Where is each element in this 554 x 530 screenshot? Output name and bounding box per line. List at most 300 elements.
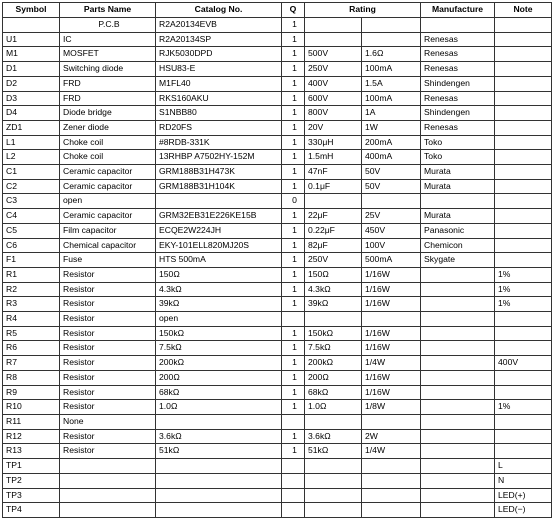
cell-manufacture bbox=[421, 370, 495, 385]
cell-rating-2: 25V bbox=[362, 209, 421, 224]
cell-symbol: R11 bbox=[3, 414, 60, 429]
cell-parts-name: open bbox=[60, 194, 156, 209]
cell-catalog-no: ECQE2W224JH bbox=[156, 223, 282, 238]
cell-note bbox=[495, 135, 552, 150]
cell-symbol: R6 bbox=[3, 341, 60, 356]
cell-quantity: 1 bbox=[282, 18, 305, 33]
table-row bbox=[3, 91, 552, 106]
cell-rating-2: 500mA bbox=[362, 253, 421, 268]
cell-parts-name: Film capacitor bbox=[60, 223, 156, 238]
cell-parts-name: FRD bbox=[60, 76, 156, 91]
cell-catalog-no: EKY-101ELL820MJ20S bbox=[156, 238, 282, 253]
cell-note: 400V bbox=[495, 356, 552, 371]
cell-symbol: M1 bbox=[3, 47, 60, 62]
bom-table-container bbox=[2, 2, 551, 518]
cell-rating-2: 1/16W bbox=[362, 267, 421, 282]
cell-quantity: 1 bbox=[282, 429, 305, 444]
cell-rating-1 bbox=[305, 194, 362, 209]
cell-rating-2: 1/16W bbox=[362, 385, 421, 400]
cell-manufacture bbox=[421, 18, 495, 33]
cell-quantity: 1 bbox=[282, 179, 305, 194]
cell-symbol: D2 bbox=[3, 76, 60, 91]
cell-rating-2: 1/16W bbox=[362, 341, 421, 356]
cell-note bbox=[495, 444, 552, 459]
cell-manufacture bbox=[421, 297, 495, 312]
cell-quantity: 1 bbox=[282, 356, 305, 371]
bom-table bbox=[2, 2, 552, 518]
cell-rating-1: 500V bbox=[305, 47, 362, 62]
cell-rating-1: 3.6kΩ bbox=[305, 429, 362, 444]
cell-note: 1% bbox=[495, 297, 552, 312]
cell-note bbox=[495, 120, 552, 135]
cell-rating-1: 4.3kΩ bbox=[305, 282, 362, 297]
cell-rating-1 bbox=[305, 473, 362, 488]
cell-parts-name: Fuse bbox=[60, 253, 156, 268]
cell-quantity: 1 bbox=[282, 370, 305, 385]
cell-quantity: 1 bbox=[282, 135, 305, 150]
cell-rating-2: 1/16W bbox=[362, 297, 421, 312]
cell-note: LED(+) bbox=[495, 488, 552, 503]
cell-catalog-no: GRM188B31H104K bbox=[156, 179, 282, 194]
table-row bbox=[3, 356, 552, 371]
cell-parts-name: Resistor bbox=[60, 326, 156, 341]
cell-catalog-no: 39kΩ bbox=[156, 297, 282, 312]
cell-symbol: C2 bbox=[3, 179, 60, 194]
cell-rating-1: 150kΩ bbox=[305, 326, 362, 341]
cell-parts-name bbox=[60, 488, 156, 503]
cell-symbol: C3 bbox=[3, 194, 60, 209]
table-row bbox=[3, 62, 552, 77]
cell-parts-name: Resistor bbox=[60, 370, 156, 385]
cell-catalog-no: RJK5030DPD bbox=[156, 47, 282, 62]
cell-manufacture: Shindengen bbox=[421, 106, 495, 121]
cell-rating-2: 2W bbox=[362, 429, 421, 444]
cell-quantity: 1 bbox=[282, 209, 305, 224]
cell-manufacture bbox=[421, 282, 495, 297]
cell-rating-1: 51kΩ bbox=[305, 444, 362, 459]
cell-rating-1 bbox=[305, 414, 362, 429]
cell-manufacture bbox=[421, 312, 495, 327]
cell-rating-1: 200kΩ bbox=[305, 356, 362, 371]
cell-symbol: L2 bbox=[3, 150, 60, 165]
header-q: Q bbox=[282, 3, 305, 18]
table-row bbox=[3, 223, 552, 238]
header-note: Note bbox=[495, 3, 552, 18]
cell-symbol: ZD1 bbox=[3, 120, 60, 135]
cell-rating-1: 82μF bbox=[305, 238, 362, 253]
cell-quantity: 1 bbox=[282, 47, 305, 62]
cell-rating-2 bbox=[362, 32, 421, 47]
cell-symbol: L1 bbox=[3, 135, 60, 150]
bom-table-body bbox=[3, 18, 552, 518]
cell-rating-2 bbox=[362, 459, 421, 474]
cell-rating-1 bbox=[305, 312, 362, 327]
cell-manufacture: Shindengen bbox=[421, 76, 495, 91]
cell-rating-1 bbox=[305, 488, 362, 503]
table-row bbox=[3, 459, 552, 474]
cell-manufacture: Renesas bbox=[421, 47, 495, 62]
cell-rating-1: 0.22μF bbox=[305, 223, 362, 238]
table-row bbox=[3, 312, 552, 327]
cell-rating-2 bbox=[362, 194, 421, 209]
table-row bbox=[3, 503, 552, 518]
cell-rating-2 bbox=[362, 488, 421, 503]
cell-catalog-no bbox=[156, 414, 282, 429]
cell-catalog-no: GRM32EB31E226KE15B bbox=[156, 209, 282, 224]
table-row bbox=[3, 106, 552, 121]
cell-symbol: R8 bbox=[3, 370, 60, 385]
cell-note: N bbox=[495, 473, 552, 488]
cell-parts-name bbox=[60, 473, 156, 488]
cell-parts-name: Switching diode bbox=[60, 62, 156, 77]
cell-note bbox=[495, 429, 552, 444]
cell-symbol: R4 bbox=[3, 312, 60, 327]
cell-rating-1: 150Ω bbox=[305, 267, 362, 282]
cell-catalog-no bbox=[156, 194, 282, 209]
table-row bbox=[3, 135, 552, 150]
cell-catalog-no: R2A20134SP bbox=[156, 32, 282, 47]
cell-note bbox=[495, 76, 552, 91]
cell-rating-1: 47nF bbox=[305, 165, 362, 180]
cell-catalog-no: 200kΩ bbox=[156, 356, 282, 371]
cell-parts-name: IC bbox=[60, 32, 156, 47]
table-row bbox=[3, 400, 552, 415]
table-row bbox=[3, 341, 552, 356]
table-row bbox=[3, 179, 552, 194]
cell-symbol: F1 bbox=[3, 253, 60, 268]
cell-quantity: 0 bbox=[282, 194, 305, 209]
cell-catalog-no: S1NBB80 bbox=[156, 106, 282, 121]
cell-symbol: D1 bbox=[3, 62, 60, 77]
table-row bbox=[3, 194, 552, 209]
cell-rating-2: 100mA bbox=[362, 91, 421, 106]
cell-note bbox=[495, 370, 552, 385]
table-row bbox=[3, 414, 552, 429]
cell-rating-1: 7.5kΩ bbox=[305, 341, 362, 356]
cell-rating-2: 1/8W bbox=[362, 400, 421, 415]
cell-manufacture bbox=[421, 194, 495, 209]
cell-catalog-no bbox=[156, 473, 282, 488]
cell-manufacture bbox=[421, 326, 495, 341]
cell-parts-name: Chemical capacitor bbox=[60, 238, 156, 253]
cell-rating-1: 330μH bbox=[305, 135, 362, 150]
cell-catalog-no: HSU83-E bbox=[156, 62, 282, 77]
table-row bbox=[3, 238, 552, 253]
cell-parts-name: Resistor bbox=[60, 282, 156, 297]
cell-quantity: 1 bbox=[282, 267, 305, 282]
cell-catalog-no bbox=[156, 488, 282, 503]
cell-manufacture bbox=[421, 400, 495, 415]
cell-quantity: 1 bbox=[282, 76, 305, 91]
table-row bbox=[3, 473, 552, 488]
cell-catalog-no: RD20FS bbox=[156, 120, 282, 135]
cell-manufacture bbox=[421, 503, 495, 518]
cell-parts-name: Resistor bbox=[60, 429, 156, 444]
cell-note bbox=[495, 414, 552, 429]
cell-catalog-no: 200Ω bbox=[156, 370, 282, 385]
cell-rating-1 bbox=[305, 459, 362, 474]
cell-catalog-no: 68kΩ bbox=[156, 385, 282, 400]
cell-note bbox=[495, 47, 552, 62]
cell-note bbox=[495, 238, 552, 253]
cell-note: LED(−) bbox=[495, 503, 552, 518]
cell-rating-2: 1A bbox=[362, 106, 421, 121]
table-row bbox=[3, 429, 552, 444]
cell-rating-2 bbox=[362, 414, 421, 429]
cell-manufacture: Murata bbox=[421, 209, 495, 224]
cell-parts-name: None bbox=[60, 414, 156, 429]
cell-catalog-no: 3.6kΩ bbox=[156, 429, 282, 444]
cell-symbol: TP3 bbox=[3, 488, 60, 503]
table-row bbox=[3, 150, 552, 165]
cell-note bbox=[495, 326, 552, 341]
cell-parts-name: Choke coil bbox=[60, 135, 156, 150]
table-row bbox=[3, 385, 552, 400]
cell-manufacture bbox=[421, 429, 495, 444]
cell-note bbox=[495, 62, 552, 77]
cell-rating-2 bbox=[362, 473, 421, 488]
cell-rating-2: 400mA bbox=[362, 150, 421, 165]
cell-symbol: C6 bbox=[3, 238, 60, 253]
cell-note bbox=[495, 253, 552, 268]
cell-manufacture bbox=[421, 459, 495, 474]
cell-rating-2: 50V bbox=[362, 165, 421, 180]
cell-manufacture: Toko bbox=[421, 135, 495, 150]
cell-symbol: R9 bbox=[3, 385, 60, 400]
cell-rating-1: 250V bbox=[305, 253, 362, 268]
cell-quantity: 1 bbox=[282, 297, 305, 312]
table-row bbox=[3, 282, 552, 297]
cell-manufacture: Chemicon bbox=[421, 238, 495, 253]
cell-parts-name: Resistor bbox=[60, 312, 156, 327]
cell-note bbox=[495, 91, 552, 106]
cell-note bbox=[495, 150, 552, 165]
cell-quantity: 1 bbox=[282, 165, 305, 180]
cell-parts-name: Resistor bbox=[60, 341, 156, 356]
cell-rating-2: 1.6Ω bbox=[362, 47, 421, 62]
table-row bbox=[3, 76, 552, 91]
cell-rating-2: 1W bbox=[362, 120, 421, 135]
cell-manufacture: Renesas bbox=[421, 62, 495, 77]
cell-note bbox=[495, 341, 552, 356]
cell-manufacture: Renesas bbox=[421, 120, 495, 135]
cell-parts-name: Resistor bbox=[60, 297, 156, 312]
cell-parts-name: Resistor bbox=[60, 385, 156, 400]
cell-manufacture bbox=[421, 385, 495, 400]
cell-parts-name: Choke coil bbox=[60, 150, 156, 165]
cell-rating-1: 1.5mH bbox=[305, 150, 362, 165]
cell-note bbox=[495, 165, 552, 180]
header-parts-name: Parts Name bbox=[60, 3, 156, 18]
cell-rating-2: 100V bbox=[362, 238, 421, 253]
cell-note bbox=[495, 385, 552, 400]
cell-note bbox=[495, 312, 552, 327]
cell-note bbox=[495, 32, 552, 47]
table-row bbox=[3, 120, 552, 135]
cell-quantity: 1 bbox=[282, 444, 305, 459]
cell-rating-1: 1.0Ω bbox=[305, 400, 362, 415]
cell-manufacture bbox=[421, 341, 495, 356]
cell-note: 1% bbox=[495, 282, 552, 297]
cell-manufacture: Skygate bbox=[421, 253, 495, 268]
cell-manufacture bbox=[421, 444, 495, 459]
header-manufacture: Manufacture bbox=[421, 3, 495, 18]
cell-manufacture bbox=[421, 267, 495, 282]
cell-rating-2: 1/4W bbox=[362, 356, 421, 371]
cell-quantity bbox=[282, 459, 305, 474]
cell-note bbox=[495, 194, 552, 209]
cell-rating-1: 22μF bbox=[305, 209, 362, 224]
cell-parts-name: MOSFET bbox=[60, 47, 156, 62]
cell-parts-name: Resistor bbox=[60, 444, 156, 459]
cell-manufacture: Panasonic bbox=[421, 223, 495, 238]
cell-rating-2 bbox=[362, 18, 421, 33]
cell-catalog-no: 7.5kΩ bbox=[156, 341, 282, 356]
cell-note bbox=[495, 106, 552, 121]
cell-catalog-no: 1.0Ω bbox=[156, 400, 282, 415]
cell-rating-2: 450V bbox=[362, 223, 421, 238]
cell-catalog-no bbox=[156, 503, 282, 518]
cell-catalog-no: 51kΩ bbox=[156, 444, 282, 459]
cell-rating-1: 200Ω bbox=[305, 370, 362, 385]
table-row bbox=[3, 47, 552, 62]
cell-rating-2: 100mA bbox=[362, 62, 421, 77]
cell-quantity: 1 bbox=[282, 223, 305, 238]
table-row bbox=[3, 209, 552, 224]
cell-catalog-no: RKS160AKU bbox=[156, 91, 282, 106]
cell-catalog-no: #8RDB-331K bbox=[156, 135, 282, 150]
cell-quantity bbox=[282, 488, 305, 503]
cell-symbol: R10 bbox=[3, 400, 60, 415]
cell-quantity: 1 bbox=[282, 106, 305, 121]
cell-quantity bbox=[282, 414, 305, 429]
cell-parts-name: Resistor bbox=[60, 267, 156, 282]
cell-symbol: TP1 bbox=[3, 459, 60, 474]
cell-rating-2: 50V bbox=[362, 179, 421, 194]
cell-symbol: R12 bbox=[3, 429, 60, 444]
cell-quantity: 1 bbox=[282, 282, 305, 297]
cell-quantity: 1 bbox=[282, 62, 305, 77]
cell-quantity bbox=[282, 503, 305, 518]
cell-symbol: C1 bbox=[3, 165, 60, 180]
cell-note bbox=[495, 179, 552, 194]
cell-manufacture: Renesas bbox=[421, 32, 495, 47]
table-row bbox=[3, 326, 552, 341]
cell-manufacture: Murata bbox=[421, 165, 495, 180]
cell-symbol: R13 bbox=[3, 444, 60, 459]
cell-manufacture: Murata bbox=[421, 179, 495, 194]
cell-symbol: D3 bbox=[3, 91, 60, 106]
cell-note bbox=[495, 223, 552, 238]
cell-symbol bbox=[3, 18, 60, 33]
cell-quantity bbox=[282, 312, 305, 327]
cell-note bbox=[495, 18, 552, 33]
cell-note bbox=[495, 209, 552, 224]
cell-rating-2: 1.5A bbox=[362, 76, 421, 91]
cell-manufacture bbox=[421, 488, 495, 503]
cell-symbol: R5 bbox=[3, 326, 60, 341]
cell-manufacture: Toko bbox=[421, 150, 495, 165]
table-row bbox=[3, 267, 552, 282]
cell-catalog-no: HTS 500mA bbox=[156, 253, 282, 268]
cell-rating-2: 1/16W bbox=[362, 326, 421, 341]
cell-rating-1: 39kΩ bbox=[305, 297, 362, 312]
cell-manufacture bbox=[421, 473, 495, 488]
cell-rating-1: 0.1μF bbox=[305, 179, 362, 194]
cell-rating-2 bbox=[362, 312, 421, 327]
cell-rating-1: 68kΩ bbox=[305, 385, 362, 400]
cell-rating-1 bbox=[305, 18, 362, 33]
cell-symbol: TP4 bbox=[3, 503, 60, 518]
cell-quantity: 1 bbox=[282, 326, 305, 341]
cell-quantity: 1 bbox=[282, 120, 305, 135]
cell-quantity: 1 bbox=[282, 91, 305, 106]
table-row bbox=[3, 253, 552, 268]
table-row bbox=[3, 370, 552, 385]
cell-symbol: R1 bbox=[3, 267, 60, 282]
cell-parts-name: Ceramic capacitor bbox=[60, 209, 156, 224]
header-rating: Rating bbox=[305, 3, 421, 18]
cell-note: 1% bbox=[495, 400, 552, 415]
cell-rating-2 bbox=[362, 503, 421, 518]
cell-quantity bbox=[282, 473, 305, 488]
cell-rating-1: 250V bbox=[305, 62, 362, 77]
cell-parts-name: Zener diode bbox=[60, 120, 156, 135]
cell-quantity: 1 bbox=[282, 400, 305, 415]
cell-rating-1: 800V bbox=[305, 106, 362, 121]
cell-rating-2: 1/16W bbox=[362, 282, 421, 297]
cell-parts-name: P.C.B bbox=[60, 18, 156, 33]
table-row bbox=[3, 444, 552, 459]
cell-quantity: 1 bbox=[282, 253, 305, 268]
cell-symbol: U1 bbox=[3, 32, 60, 47]
cell-parts-name: FRD bbox=[60, 91, 156, 106]
cell-catalog-no: 13RHBP A7502HY-152M bbox=[156, 150, 282, 165]
cell-symbol: TP2 bbox=[3, 473, 60, 488]
cell-symbol: R2 bbox=[3, 282, 60, 297]
cell-rating-1: 20V bbox=[305, 120, 362, 135]
cell-quantity: 1 bbox=[282, 150, 305, 165]
cell-catalog-no: open bbox=[156, 312, 282, 327]
table-row bbox=[3, 488, 552, 503]
cell-rating-1: 400V bbox=[305, 76, 362, 91]
cell-quantity: 1 bbox=[282, 238, 305, 253]
cell-parts-name: Ceramic capacitor bbox=[60, 165, 156, 180]
header-catalog-no: Catalog No. bbox=[156, 3, 282, 18]
cell-manufacture: Renesas bbox=[421, 91, 495, 106]
cell-manufacture bbox=[421, 414, 495, 429]
table-row bbox=[3, 32, 552, 47]
cell-rating-2: 1/16W bbox=[362, 370, 421, 385]
cell-rating-2: 200mA bbox=[362, 135, 421, 150]
cell-catalog-no: 4.3kΩ bbox=[156, 282, 282, 297]
header-symbol: Symbol bbox=[3, 3, 60, 18]
table-row bbox=[3, 297, 552, 312]
table-row bbox=[3, 165, 552, 180]
cell-symbol: R3 bbox=[3, 297, 60, 312]
cell-manufacture bbox=[421, 356, 495, 371]
cell-quantity: 1 bbox=[282, 32, 305, 47]
cell-catalog-no: 150Ω bbox=[156, 267, 282, 282]
cell-catalog-no: R2A20134EVB bbox=[156, 18, 282, 33]
cell-symbol: C5 bbox=[3, 223, 60, 238]
cell-catalog-no: M1FL40 bbox=[156, 76, 282, 91]
header-row bbox=[3, 3, 552, 18]
cell-note: 1% bbox=[495, 267, 552, 282]
cell-symbol: R7 bbox=[3, 356, 60, 371]
cell-parts-name bbox=[60, 459, 156, 474]
cell-quantity: 1 bbox=[282, 341, 305, 356]
